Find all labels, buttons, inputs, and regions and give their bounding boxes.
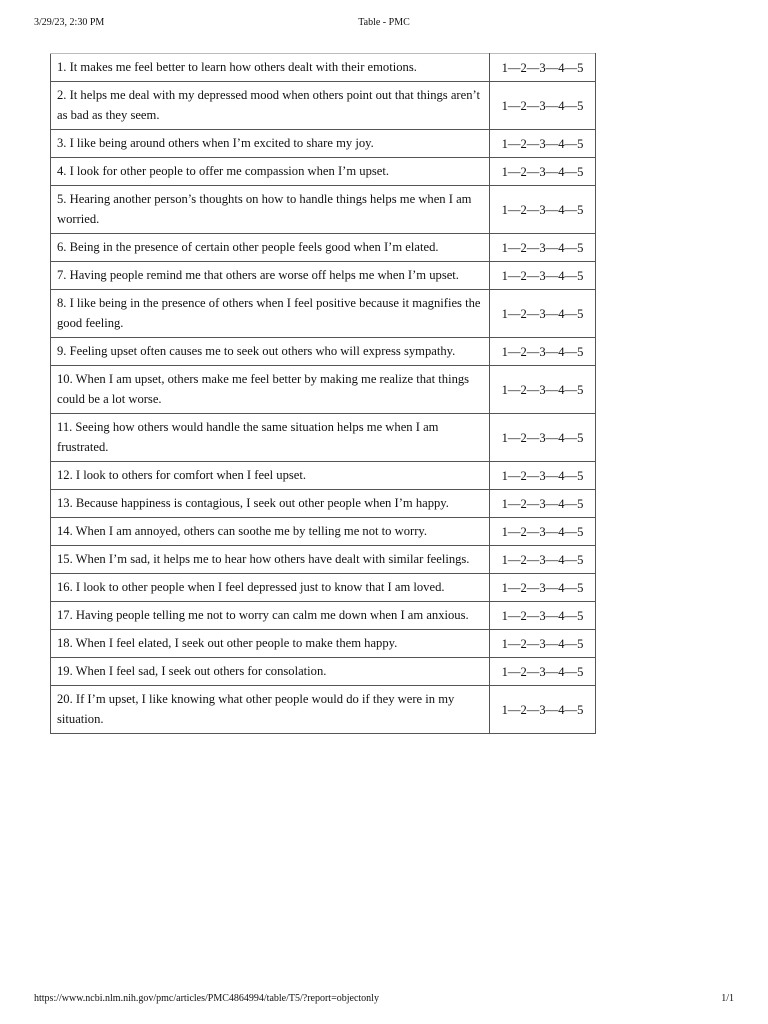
table-row — [51, 414, 596, 462]
table-row — [51, 82, 596, 130]
table-row — [51, 54, 596, 82]
rating-scale: 1—2—3—4—5 — [490, 234, 596, 262]
item-text: 10. When I am upset, others make me feel better by making me realize that things could be a lot worse. — [51, 366, 490, 414]
print-footer — [34, 993, 734, 1007]
page-title: Table - PMC — [358, 17, 410, 28]
source-url: https://www.ncbi.nlm.nih.gov/pmc/articles/PMC4864994/table/T5/?report=objectonly — [34, 993, 379, 1004]
item-text: 1. It makes me feel better to learn how others dealt with their emotions. — [51, 54, 490, 82]
table-row — [51, 490, 596, 518]
page-number: 1/1 — [721, 993, 734, 1004]
rating-scale: 1—2—3—4—5 — [490, 546, 596, 574]
rating-scale: 1—2—3—4—5 — [490, 462, 596, 490]
item-text: 6. Being in the presence of certain other people feels good when I’m elated. — [51, 234, 490, 262]
table-container — [50, 53, 596, 734]
table-row — [51, 546, 596, 574]
rating-scale: 1—2—3—4—5 — [490, 658, 596, 686]
rating-scale: 1—2—3—4—5 — [490, 130, 596, 158]
item-text: 20. If I’m upset, I like knowing what other people would do if they were in my situation. — [51, 686, 490, 734]
item-text: 3. I like being around others when I’m excited to share my joy. — [51, 130, 490, 158]
item-text: 8. I like being in the presence of others when I feel positive because it magnifies the good feeling. — [51, 290, 490, 338]
item-text: 14. When I am annoyed, others can soothe me by telling me not to worry. — [51, 518, 490, 546]
item-text: 11. Seeing how others would handle the same situation helps me when I am frustrated. — [51, 414, 490, 462]
table-row — [51, 518, 596, 546]
rating-scale: 1—2—3—4—5 — [490, 630, 596, 658]
rating-scale: 1—2—3—4—5 — [490, 186, 596, 234]
rating-scale: 1—2—3—4—5 — [490, 602, 596, 630]
item-text: 15. When I’m sad, it helps me to hear how others have dealt with similar feelings. — [51, 546, 490, 574]
rating-scale: 1—2—3—4—5 — [490, 82, 596, 130]
print-header — [34, 17, 734, 31]
item-text: 16. I look to other people when I feel depressed just to know that I am loved. — [51, 574, 490, 602]
rating-scale: 1—2—3—4—5 — [490, 54, 596, 82]
item-text: 7. Having people remind me that others are worse off helps me when I’m upset. — [51, 262, 490, 290]
table-row — [51, 290, 596, 338]
item-text: 13. Because happiness is contagious, I seek out other people when I’m happy. — [51, 490, 490, 518]
rating-scale: 1—2—3—4—5 — [490, 574, 596, 602]
table-row — [51, 602, 596, 630]
table-row — [51, 462, 596, 490]
table-row — [51, 262, 596, 290]
table-row — [51, 186, 596, 234]
rating-scale: 1—2—3—4—5 — [490, 290, 596, 338]
item-text: 2. It helps me deal with my depressed mood when others point out that things aren’t as bad as they seem. — [51, 82, 490, 130]
item-text: 17. Having people telling me not to worry can calm me down when I am anxious. — [51, 602, 490, 630]
table-body — [51, 54, 596, 734]
print-datetime: 3/29/23, 2:30 PM — [34, 17, 105, 28]
table-row — [51, 658, 596, 686]
rating-scale: 1—2—3—4—5 — [490, 158, 596, 186]
item-text: 18. When I feel elated, I seek out other people to make them happy. — [51, 630, 490, 658]
table-row — [51, 574, 596, 602]
table-row — [51, 338, 596, 366]
table-row — [51, 234, 596, 262]
rating-scale: 1—2—3—4—5 — [490, 262, 596, 290]
item-text: 19. When I feel sad, I seek out others for consolation. — [51, 658, 490, 686]
item-text: 9. Feeling upset often causes me to seek out others who will express sympathy. — [51, 338, 490, 366]
rating-scale: 1—2—3—4—5 — [490, 414, 596, 462]
rating-scale: 1—2—3—4—5 — [490, 338, 596, 366]
item-text: 12. I look to others for comfort when I feel upset. — [51, 462, 490, 490]
rating-scale: 1—2—3—4—5 — [490, 518, 596, 546]
table-row — [51, 130, 596, 158]
table-row — [51, 158, 596, 186]
rating-scale: 1—2—3—4—5 — [490, 686, 596, 734]
rating-scale: 1—2—3—4—5 — [490, 490, 596, 518]
item-text: 5. Hearing another person’s thoughts on how to handle things helps me when I am worried. — [51, 186, 490, 234]
rating-scale: 1—2—3—4—5 — [490, 366, 596, 414]
table-row — [51, 686, 596, 734]
table-row — [51, 630, 596, 658]
table-row — [51, 366, 596, 414]
item-text: 4. I look for other people to offer me compassion when I’m upset. — [51, 158, 490, 186]
questionnaire-table — [50, 53, 596, 734]
